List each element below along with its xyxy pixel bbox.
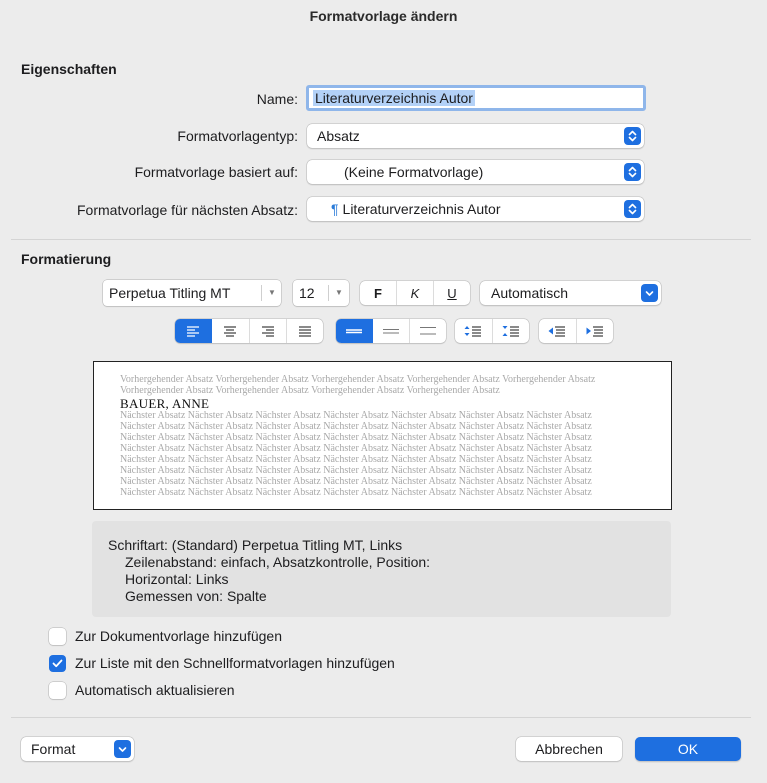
spacing-single-button[interactable] [336,319,373,343]
checkbox-box[interactable] [49,655,66,672]
combo-divider [261,285,262,301]
style-segmented-control [360,281,470,305]
space-before-icon [464,325,482,337]
type-value: Absatz [317,128,360,144]
style-preview [93,361,672,510]
italic-button[interactable] [397,281,434,305]
description-line: Horizontal: Links [125,571,229,587]
align-left-icon [186,326,200,337]
bold-label: F [374,285,382,301]
preview-previous-paragraph: Vorhergehender Absatz Vorhergehender Absatz Vorhergehender Absatz Vorhergehender Absatz Vorhergehender Absatz Vorhergehender Absatz Vorhergehender Absatz Vorhergehender Absatz Vorhergehender Absatz [120,374,596,396]
checkbox-box[interactable] [49,628,66,645]
preview-sample-text: BAUER, ANNE [120,396,210,411]
footer-divider [11,717,751,718]
based-on-value: (Keine Formatvorlage) [344,164,484,180]
align-right-icon [261,326,275,337]
paragraph-spacing-segmented-control [455,319,529,343]
next-style-value: Literaturverzeichnis Autor [342,201,501,217]
line-spacing-segmented-control [336,319,446,343]
checkmark-icon [52,659,63,668]
align-right-button[interactable] [250,319,287,343]
format-menu-button[interactable] [21,737,134,761]
align-justify-button[interactable] [287,319,323,343]
space-after-button[interactable] [493,319,530,343]
based-on-popup[interactable] [307,160,644,184]
dropdown-arrow-icon: ▼ [268,288,276,297]
align-center-icon [223,326,237,337]
spacing-one-half-icon [382,327,400,335]
properties-heading: Eigenschaften [21,61,117,77]
auto-update-label: Automatisch aktualisieren [75,682,235,698]
align-left-button[interactable] [175,319,212,343]
add-to-template-checkbox[interactable] [49,626,282,646]
indent-segmented-control [539,319,613,343]
type-label: Formatvorlagentyp: [177,128,298,144]
section-divider [11,239,751,240]
space-before-button[interactable] [455,319,493,343]
description-line: Gemessen von: Spalte [125,588,267,604]
chevron-updown-icon [624,127,641,145]
italic-label: K [410,285,420,301]
align-center-button[interactable] [212,319,249,343]
decrease-indent-button[interactable] [539,319,577,343]
formatting-heading: Formatierung [21,251,112,267]
type-popup[interactable] [307,124,644,148]
align-justify-icon [298,326,312,337]
space-after-icon [502,325,520,337]
chevron-down-icon [641,284,658,302]
add-to-template-label: Zur Dokumentvorlage hinzufügen [75,628,283,644]
style-description [92,521,671,617]
ok-button[interactable]: OK [635,737,741,761]
color-popup[interactable] [480,281,661,305]
spacing-double-button[interactable] [410,319,446,343]
chevron-updown-icon [624,200,641,218]
auto-update-checkbox[interactable] [49,680,235,700]
underline-button[interactable] [434,281,470,305]
color-value: Automatisch [491,285,569,301]
preview-next-paragraph: Nächster Absatz Nächster Absatz Nächster Absatz Nächster Absatz Nächster Absatz Nächster Absatz Nächster Absatz Nächster Absatz Nächster Absatz Nächster Absatz Nächster Absatz Nächster Absatz Nächster Absatz Nächster Absatz Nächster Absatz Nächster Absatz Nächster Absatz Nächster Absatz Nächster Absatz Nächster Absatz Nächster Absatz Nächster Absatz Nächster Absatz Nächster Absatz Nächster Absatz Nächster Absatz Nächster Absatz Nächster Absatz Nächster Absatz Nächster Absatz Nächster Absatz Nächster Absatz Nächster Absatz Nächster Absatz Nächster Absatz Nächster Absatz Nächster Absatz Nächster Absatz Nächster Absatz Nächster Absatz Nächster Absatz Nächster Absatz Nächster Absatz Nächster Absatz Nächster Absatz Nächster Absatz Nächster Absatz Nächster Absatz Nächster Absatz Nächster Absatz Nächster Absatz Nächster Absatz Nächster Absatz Nächster Absatz Nächster Absatz Nächster Absatz [120,410,592,498]
font-value: Perpetua Titling MT [109,285,231,301]
name-input[interactable] [306,85,646,111]
spacing-one-half-button[interactable] [373,319,410,343]
increase-indent-button[interactable] [577,319,614,343]
format-label: Format [31,741,76,757]
dialog-title: Formatvorlage ändern [309,8,458,24]
cancel-button[interactable]: Abbrechen [516,737,622,761]
dropdown-arrow-icon: ▼ [335,288,343,297]
description-line: Schriftart: (Standard) Perpetua Titling MT, Links [108,537,403,553]
pilcrow-icon: ¶ [331,201,339,217]
description-line: Zeilenabstand: einfach, Absatzkontrolle, Position: [125,554,431,570]
next-style-popup[interactable] [307,197,644,221]
chevron-down-icon [114,740,131,758]
size-combobox[interactable] [293,280,349,306]
font-combobox[interactable] [103,280,281,306]
spacing-single-icon [345,327,363,335]
add-to-quick-styles-checkbox[interactable] [49,653,395,673]
increase-indent-icon [586,325,604,337]
checkbox-box[interactable] [49,682,66,699]
underline-label: U [447,285,457,301]
bold-button[interactable] [360,281,397,305]
add-to-quick-styles-label: Zur Liste mit den Schnellformatvorlagen hinzufügen [75,655,395,671]
based-on-label: Formatvorlage basiert auf: [134,164,298,180]
name-value: Literaturverzeichnis Autor [315,90,473,106]
chevron-updown-icon [624,163,641,181]
name-label: Name: [256,91,298,107]
size-value: 12 [299,285,315,301]
alignment-segmented-control [175,319,323,343]
combo-divider [328,285,329,301]
decrease-indent-icon [548,325,566,337]
next-style-label: Formatvorlage für nächsten Absatz: [77,202,298,218]
spacing-double-icon [419,326,437,336]
